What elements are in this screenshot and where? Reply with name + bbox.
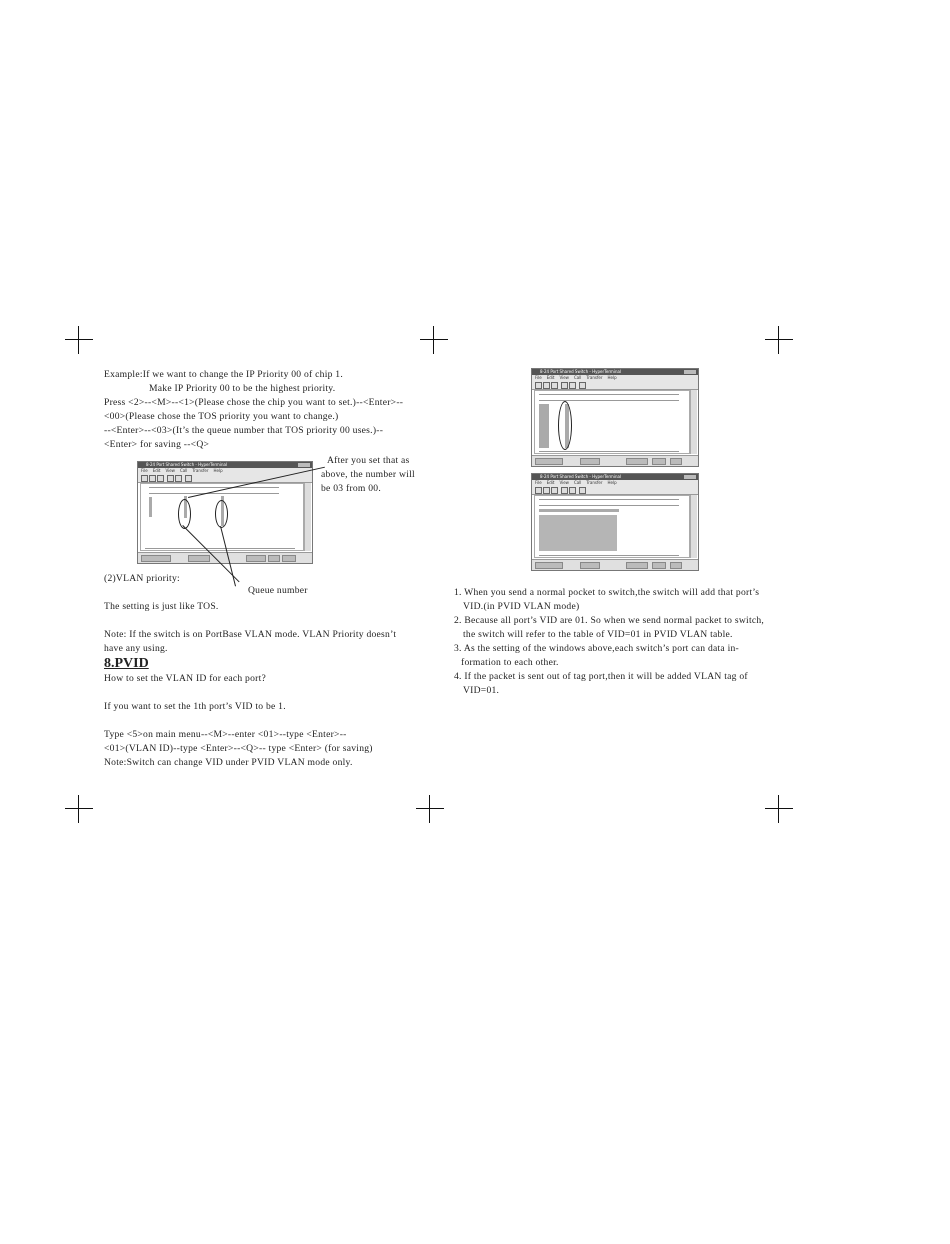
explanation-line: 2. Because all port’s VID are 01. So when we send normal packet to switch, — [454, 615, 765, 626]
example-line: Make IP Priority 00 to be the highest priority. — [149, 383, 336, 394]
window-title: 8-24 Port Shared Switch - HyperTerminal — [540, 369, 622, 374]
crop-mark-bottom-right — [765, 795, 793, 823]
tos-note: The setting is just like TOS. — [104, 601, 219, 612]
queue-number-label: Queue number — [248, 585, 308, 596]
pvid-example: If you want to set the 1th port’s VID to be 1. — [104, 701, 286, 712]
explanation-line: VID.(in PVID VLAN mode) — [463, 601, 580, 612]
pvid-step: <01>(VLAN ID)--type <Enter>--<Q>-- type <Enter> (for saving) — [104, 743, 373, 754]
explanation-line: 3. As the setting of the windows above,each switch’s port can data in- — [454, 643, 739, 654]
pvid-list-screenshot — [531, 368, 699, 467]
explanation-line: 1. When you send a normal pocket to switch,the switch will add that port’s — [454, 587, 760, 598]
window-title: 8-24 Port Shared Switch - HyperTerminal — [146, 462, 228, 467]
note-line: Note: If the switch is on PortBase VLAN mode. VLAN Priority doesn’t — [104, 629, 397, 640]
explanation-line: the switch will refer to the table of VID=01 in PVID VLAN table. — [463, 629, 733, 640]
callout-line: After you set that as — [327, 455, 410, 466]
vlan-priority-label: (2)VLAN priority: — [104, 573, 180, 584]
priority-oval — [215, 500, 228, 528]
example-line: <00>(Please chose the TOS priority you want to change.) — [104, 411, 339, 422]
example-line: --<Enter>--<03>(It’s the queue number that TOS priority 00 uses.)-- — [104, 425, 384, 436]
pvid-step: Type <5>on main menu--<M>--enter <01>--type <Enter>-- — [104, 729, 347, 740]
explanation-line: VID=01. — [463, 685, 500, 696]
pvid-question: How to set the VLAN ID for each port? — [104, 673, 266, 684]
pvid-step: Note:Switch can change VID under PVID VLAN mode only. — [104, 757, 353, 768]
pvid-vlan-table-screenshot — [531, 473, 699, 571]
crop-mark-bottom-center — [416, 795, 444, 823]
explanation-line: formation to each other. — [461, 657, 559, 668]
example-line: Press <2>--<M>--<1>(Please chose the chip you want to set.)--<Enter>-- — [104, 397, 404, 408]
window-menu: File Edit View Call Transfer Help — [138, 468, 312, 474]
crop-mark-top-right — [765, 326, 793, 354]
window-menu: File Edit View Call Transfer Help — [532, 375, 698, 381]
explanation-line: 4. If the packet is sent out of tag port,then it will be added VLAN tag of — [454, 671, 748, 682]
callout-line: above, the number will — [321, 469, 415, 480]
queue-number-oval — [178, 499, 191, 529]
crop-mark-bottom-left — [65, 795, 93, 823]
example-line: Example:If we want to change the IP Priority 00 of chip 1. — [104, 369, 344, 380]
pvid-heading: 8.PVID — [104, 656, 149, 671]
crop-mark-top-center — [420, 326, 448, 354]
callout-line: be 03 from 00. — [321, 483, 381, 494]
window-menu: File Edit View Call Transfer Help — [532, 480, 698, 486]
crop-mark-top-left — [65, 326, 93, 354]
window-title: 8-24 Port Shared Switch - HyperTerminal — [540, 474, 622, 479]
example-line: <Enter> for saving --<Q> — [104, 439, 210, 450]
vid-column-oval — [558, 401, 572, 450]
note-line: have any using. — [104, 643, 168, 654]
